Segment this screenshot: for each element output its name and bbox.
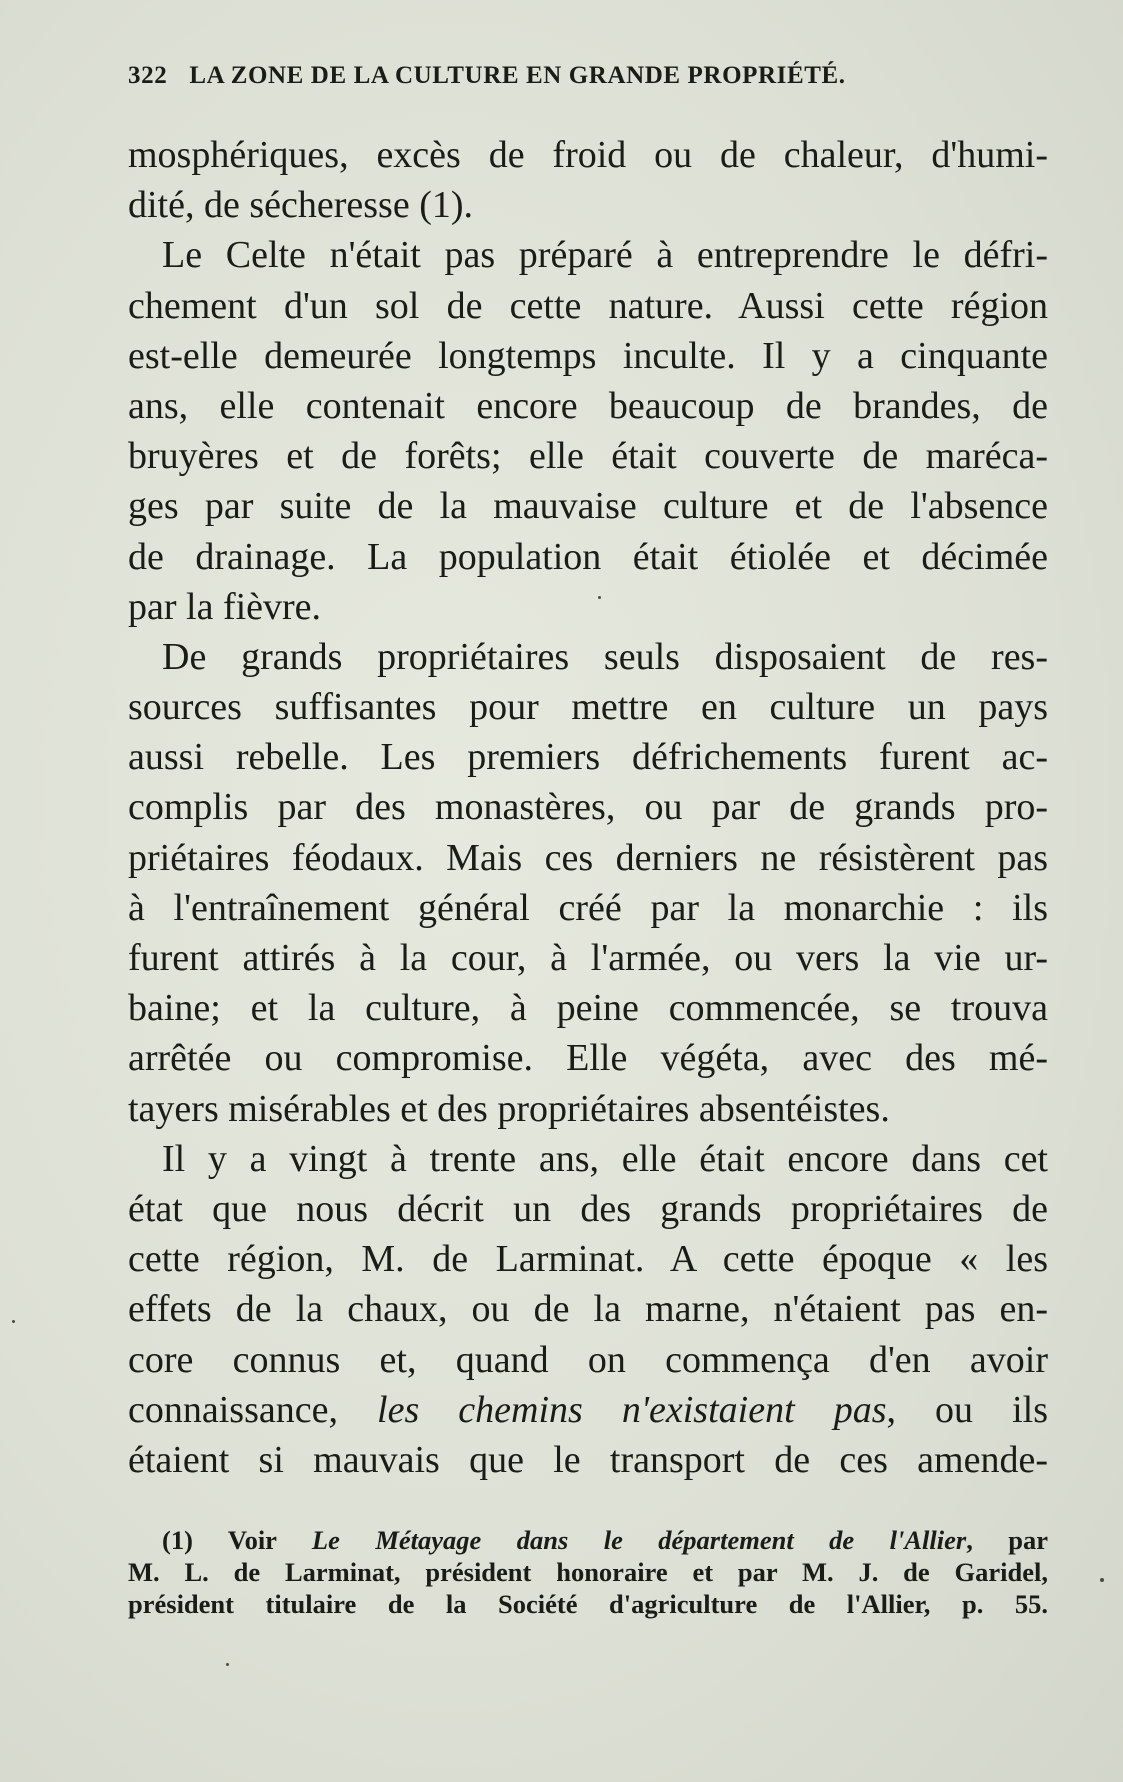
text-line: priétaires féodaux. Mais ces derniers ne résistèrent pas: [128, 836, 1048, 879]
footnote-marker-text: (1) Voir: [162, 1525, 312, 1555]
paper-speck: [12, 1320, 15, 1323]
page-number: 322: [128, 62, 168, 89]
text-line: effets de la chaux, ou de la marne, n'étaient pas en-: [128, 1288, 1048, 1331]
text-line: complis par des monastères, ou par de grands pro-: [128, 786, 1048, 829]
text-segment: , ou ils: [886, 1388, 1049, 1431]
text-line: mosphériques, excès de froid ou de chaleur, d'humi-: [128, 134, 1048, 176]
text-line: arrêtée ou compromise. Elle végéta, avec des mé-: [128, 1037, 1048, 1080]
cited-title: Le Métayage dans le département de l'Allier: [311, 1525, 967, 1555]
text-line: baine; et la culture, à peine commencée, se trouva: [128, 987, 1048, 1030]
footnote-line: [128, 1524, 1048, 1556]
text-line: chement d'un sol de cette nature. Aussi cette région: [128, 284, 1048, 327]
footnote: [128, 1524, 1048, 1620]
text-line: aussi rebelle. Les premiers défrichements furent ac-: [128, 736, 1048, 779]
text-line: tayers misérables et des propriétaires absentéistes.: [128, 1087, 890, 1130]
running-header: [128, 62, 1018, 90]
text-line: cette région, M. de Larminat. A cette époque « les: [128, 1238, 1048, 1281]
text-line: étaient si mauvais que le transport de ces amende-: [128, 1438, 1048, 1481]
text-line: est-elle demeurée longtemps inculte. Il y a cinquante: [128, 334, 1048, 377]
text-line: état que nous décrit un des grands propriétaires de: [128, 1187, 1048, 1230]
text-line: à l'entraînement général créé par la monarchie : ils: [128, 886, 1048, 929]
text-line: sources suffisantes pour mettre en culture un pays: [128, 686, 1048, 729]
text-line: Le Celte n'était pas préparé à entreprendre le défri-: [162, 234, 1048, 277]
text-line: furent attirés à la cour, à l'armée, ou vers la vie ur-: [128, 937, 1048, 979]
italic-phrase: les chemins n'existaient pas: [377, 1388, 887, 1431]
text-line: De grands propriétaires seuls disposaient de res-: [162, 635, 1048, 678]
text-line: core connus et, quand on commença d'en avoir: [128, 1338, 1048, 1381]
text-line: de drainage. La population était étiolée et décimée: [128, 535, 1048, 578]
text-line: ges par suite de la mauvaise culture et de l'absence: [128, 485, 1048, 528]
text-line: ans, elle contenait encore beaucoup de brandes, de: [128, 384, 1048, 427]
paper-speck: [1100, 1578, 1104, 1582]
text-segment: connaissance,: [128, 1388, 378, 1431]
text-line: [128, 1385, 1048, 1435]
footnote-line: président titulaire de la Société d'agriculture de l'Allier, p. 55.: [128, 1589, 1048, 1619]
text-line: bruyères et de forêts; elle était couverte de maréca-: [128, 435, 1048, 478]
footnote-text: , par: [966, 1525, 1049, 1555]
text-line: Il y a vingt à trente ans, elle était encore dans cet: [162, 1137, 1048, 1180]
paper-speck: [598, 596, 601, 599]
body-text: [128, 130, 1048, 1485]
text-line: par la fièvre.: [128, 585, 322, 628]
paper-speck: [226, 1663, 229, 1666]
footnote-line: M. L. de Larminat, président honoraire et par M. J. de Garidel,: [128, 1557, 1048, 1587]
text-line: dité, de sécheresse (1).: [128, 184, 474, 227]
running-title: LA ZONE DE LA CULTURE EN GRANDE PROPRIÉTÉ.: [189, 62, 846, 89]
